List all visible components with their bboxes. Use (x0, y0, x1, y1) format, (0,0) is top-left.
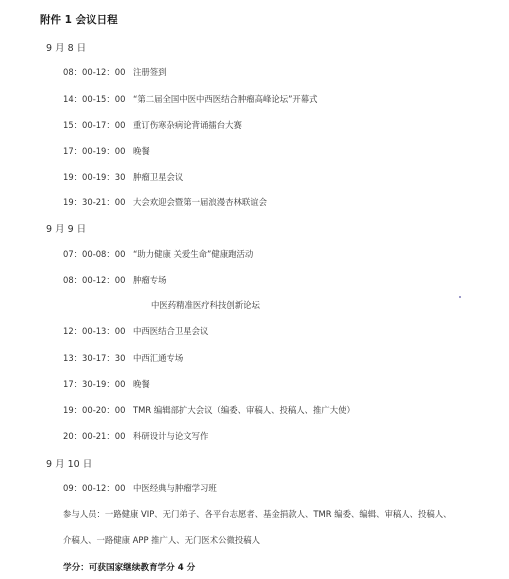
schedule-time: 17：00-19：00 (63, 146, 126, 156)
schedule-time: 13：30-17：30 (63, 353, 126, 363)
schedule-row (63, 119, 242, 131)
schedule-event: 肿瘤专场 (133, 275, 167, 285)
schedule-row (63, 352, 183, 364)
ink-speck (459, 296, 461, 298)
schedule-time: 08：00-12：00 (63, 67, 126, 77)
schedule-event: 晚餐 (133, 146, 150, 156)
schedule-time: 08：00-12：00 (63, 275, 126, 285)
schedule-row (63, 430, 208, 442)
schedule-time: 19：00-20：00 (63, 405, 126, 415)
schedule-row (63, 93, 318, 105)
schedule-row (63, 66, 167, 78)
schedule-time: 17：30-19：00 (63, 379, 126, 389)
schedule-event: “助力健康 关爱生命”健康跑活动 (133, 249, 254, 259)
schedule-row (63, 196, 267, 208)
schedule-row (63, 325, 208, 337)
schedule-time: 14：00-15：00 (63, 94, 126, 104)
schedule-event: 中西医结合卫星会议 (133, 326, 209, 336)
schedule-time: 19：00-19：30 (63, 172, 126, 182)
schedule-row (63, 274, 167, 286)
schedule-row (63, 145, 150, 157)
schedule-event: 晚餐 (133, 379, 150, 389)
day-heading-sep-10: 9 月 10 日 (46, 459, 93, 470)
schedule-time: 09：00-12：00 (63, 483, 126, 493)
schedule-time: 20：00-21：00 (63, 431, 126, 441)
schedule-row (63, 248, 253, 260)
schedule-row (63, 171, 183, 183)
schedule-time: 15：00-17：00 (63, 120, 126, 130)
schedule-event: TMR 编辑部扩大会议（编委、审稿人、投稿人、推广大使） (133, 405, 355, 415)
schedule-event: 注册签到 (133, 67, 167, 77)
schedule-row (63, 482, 217, 494)
schedule-event: 中西汇通专场 (133, 353, 184, 363)
credit-note: 学分：可获国家继续教育学分 4 分 (63, 563, 196, 573)
schedule-event: 中医经典与肿瘤学习班 (133, 483, 217, 493)
schedule-event: 科研设计与论文写作 (133, 431, 209, 441)
participants-line: 参与人员：一路健康 VIP、无门弟子、各平台志愿者、基金捐款人、TMR 编委、编辑、审稿人、投稿人、 (63, 509, 452, 519)
schedule-time: 07：00-08：00 (63, 249, 126, 259)
session-subtitle: 中医药精准医疗科技创新论坛 (151, 300, 260, 310)
schedule-event: 大会欢迎会暨第一届浪漫杏林联谊会 (133, 197, 267, 207)
schedule-time: 19：30-21：00 (63, 197, 126, 207)
schedule-event: 肿瘤卫星会议 (133, 172, 184, 182)
schedule-row (63, 404, 355, 416)
schedule-time: 12：00-13：00 (63, 326, 126, 336)
schedule-row (63, 378, 150, 390)
day-heading-sep-8: 9 月 8 日 (46, 43, 87, 54)
schedule-event: 重订伤寒杂病论背诵擂台大赛 (133, 120, 242, 130)
document-title: 附件 1 会议日程 (40, 14, 118, 26)
day-heading-sep-9: 9 月 9 日 (46, 224, 87, 235)
participants-line: 介稿人、一路健康 APP 推广人、无门医术公微投稿人 (63, 535, 261, 545)
schedule-event: “第二届全国中医中西医结合肿瘤高峰论坛”开幕式 (133, 94, 318, 104)
